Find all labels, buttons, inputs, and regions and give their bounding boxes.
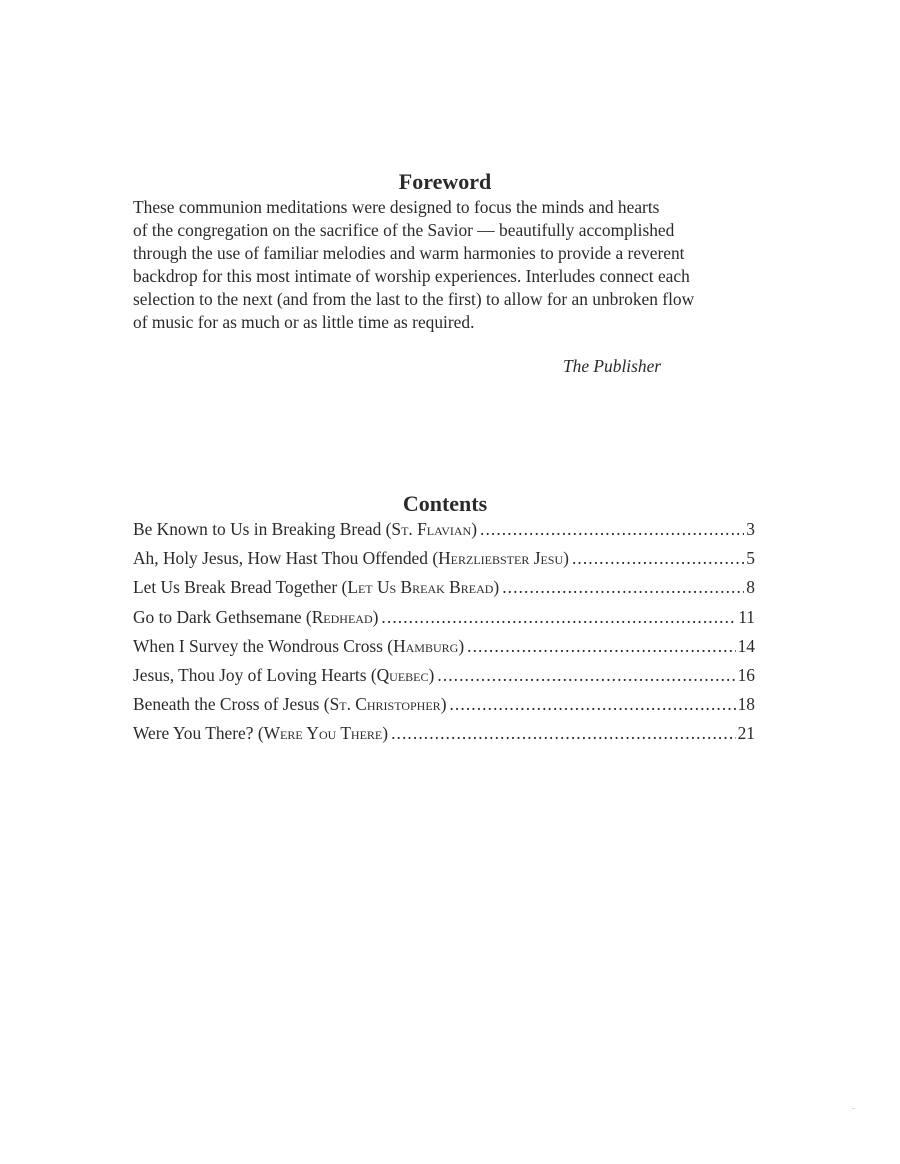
contents-heading: Contents bbox=[402, 491, 488, 516]
tune-name: Hamburg bbox=[393, 635, 459, 656]
dot-leader bbox=[391, 720, 736, 746]
page-number: 11 bbox=[738, 606, 755, 627]
foreword-line: through the use of familiar melodies and warm harmonies to provide a reverent bbox=[133, 243, 685, 263]
hymn-title: Ah, Holy Jesus, How Hast Thou Offended bbox=[133, 548, 428, 569]
tune-name: Quebec bbox=[376, 664, 429, 685]
hymn-title: Jesus, Thou Joy of Loving Hearts bbox=[133, 664, 367, 685]
hymn-title: Were You There? bbox=[133, 723, 254, 744]
hymn-title: Beneath the Cross of Jesus bbox=[133, 694, 320, 715]
tune-name: Let Us Break Bread bbox=[347, 577, 494, 598]
toc-entry-label: Jesus, Thou Joy of Loving Hearts (Quebec) bbox=[133, 664, 435, 685]
page-number: 3 bbox=[746, 519, 755, 539]
foreword-paragraph bbox=[133, 196, 763, 334]
toc-entry bbox=[133, 574, 755, 603]
toc-entry-label: Go to Dark Gethsemane (Redhead) bbox=[133, 606, 379, 627]
page-number: 18 bbox=[737, 694, 755, 715]
foreword-heading: Foreword bbox=[398, 169, 492, 194]
toc-entry-label: Let Us Break Bread Together (Let Us Break Bread) bbox=[133, 577, 500, 598]
dot-leader bbox=[480, 516, 744, 542]
tune-name: Redhead bbox=[311, 606, 373, 627]
tune-name: St. Christopher bbox=[329, 694, 441, 715]
toc-entry-label: Were You There? (Were You There) bbox=[133, 723, 389, 744]
foreword-line: of the congregation on the sacrifice of the Savior — beautifully accomplished bbox=[133, 220, 675, 240]
dot-leader bbox=[502, 574, 744, 600]
toc-entry-label: When I Survey the Wondrous Cross (Hamburg) bbox=[133, 635, 465, 656]
foreword-line: These communion meditations were designed to focus the minds and hearts bbox=[133, 197, 660, 217]
tune-name: Were You There bbox=[263, 723, 383, 744]
toc-entry bbox=[133, 516, 755, 545]
foreword-line: selection to the next (and from the last to the first) to allow for an unbroken flow bbox=[133, 289, 695, 309]
toc-entry-label: Ah, Holy Jesus, How Hast Thou Offended (Herzliebster Jesu) bbox=[133, 548, 569, 569]
hymn-title: When I Survey the Wondrous Cross bbox=[133, 635, 383, 656]
page-number: 21 bbox=[737, 723, 755, 744]
scan-speck bbox=[852, 1108, 855, 1109]
dot-leader bbox=[449, 691, 735, 717]
hymn-title: Let Us Break Bread Together bbox=[133, 577, 338, 598]
toc-entry-label: Be Known to Us in Breaking Bread (St. Flavian) bbox=[133, 519, 478, 539]
hymn-title: Be Known to Us in Breaking Bread bbox=[133, 519, 382, 539]
foreword-line: backdrop for this most intimate of worship experiences. Interludes connect each bbox=[133, 266, 690, 286]
toc-entry-label: Beneath the Cross of Jesus (St. Christopher) bbox=[133, 694, 447, 715]
tune-name: Herzliebster Jesu bbox=[438, 548, 564, 569]
tune-name: St. Flavian bbox=[391, 519, 472, 539]
foreword-signature: The Publisher bbox=[563, 356, 662, 376]
toc-entry bbox=[133, 633, 755, 662]
toc-entry bbox=[133, 604, 755, 633]
dot-leader bbox=[381, 604, 736, 630]
dot-leader bbox=[467, 633, 735, 659]
page-number: 8 bbox=[746, 577, 755, 598]
page-number: 5 bbox=[746, 548, 755, 569]
dot-leader bbox=[572, 545, 744, 571]
toc-entry bbox=[133, 662, 755, 691]
dot-leader bbox=[437, 662, 735, 688]
hymn-title: Go to Dark Gethsemane bbox=[133, 606, 302, 627]
table-of-contents bbox=[133, 516, 755, 750]
toc-entry bbox=[133, 691, 755, 720]
toc-entry bbox=[133, 545, 755, 574]
toc-entry bbox=[133, 720, 755, 749]
foreword-line: of music for as much or as little time as required. bbox=[133, 312, 475, 332]
page-number: 14 bbox=[737, 635, 755, 656]
page-number: 16 bbox=[737, 664, 755, 685]
